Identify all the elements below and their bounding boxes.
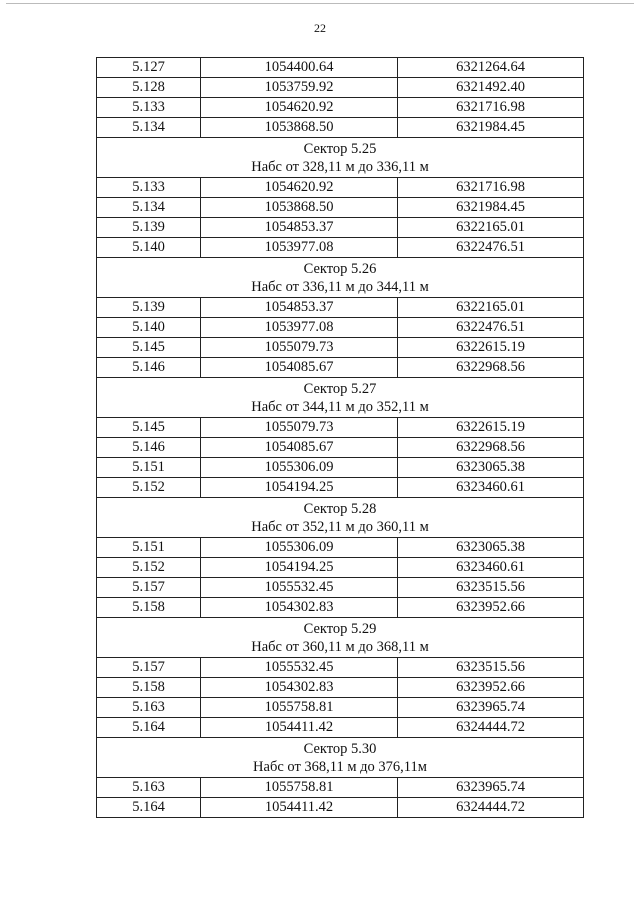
point-cell: 5.134 <box>97 118 201 138</box>
y-coordinate-cell: 6322165.01 <box>398 298 584 318</box>
table-row <box>97 118 584 138</box>
x-coordinate-cell: 1054302.83 <box>201 678 398 698</box>
point-cell: 5.133 <box>97 98 201 118</box>
table-row <box>97 578 584 598</box>
y-coordinate-cell: 6323460.61 <box>398 558 584 578</box>
y-coordinate-cell: 6321716.98 <box>398 98 584 118</box>
x-coordinate-cell: 1054302.83 <box>201 598 398 618</box>
point-cell: 5.127 <box>97 58 201 78</box>
y-coordinate-cell: 6322968.56 <box>398 438 584 458</box>
sector-height-range: Набс от 368,11 м до 376,11м <box>253 758 427 775</box>
point-cell: 5.134 <box>97 198 201 218</box>
y-coordinate-cell: 6323515.56 <box>398 658 584 678</box>
point-cell: 5.164 <box>97 798 201 818</box>
point-cell: 5.157 <box>97 658 201 678</box>
sector-header-cell <box>97 738 584 778</box>
y-coordinate-cell: 6323965.74 <box>398 778 584 798</box>
point-cell: 5.139 <box>97 218 201 238</box>
point-cell: 5.140 <box>97 238 201 258</box>
table-row <box>97 358 584 378</box>
coordinates-table <box>96 57 584 818</box>
y-coordinate-cell: 6321716.98 <box>398 178 584 198</box>
point-cell: 5.151 <box>97 458 201 478</box>
table-row <box>97 98 584 118</box>
sector-title: Сектор 5.27 <box>303 380 377 397</box>
x-coordinate-cell: 1054085.67 <box>201 358 398 378</box>
table-row <box>97 798 584 818</box>
table-row <box>97 718 584 738</box>
table-row <box>97 598 584 618</box>
x-coordinate-cell: 1054400.64 <box>201 58 398 78</box>
table-row <box>97 178 584 198</box>
y-coordinate-cell: 6323515.56 <box>398 578 584 598</box>
y-coordinate-cell: 6322615.19 <box>398 418 584 438</box>
point-cell: 5.157 <box>97 578 201 598</box>
y-coordinate-cell: 6324444.72 <box>398 718 584 738</box>
point-cell: 5.151 <box>97 538 201 558</box>
page-number: 22 <box>314 21 326 35</box>
point-cell: 5.164 <box>97 718 201 738</box>
y-coordinate-cell: 6321984.45 <box>398 198 584 218</box>
table-row <box>97 778 584 798</box>
y-coordinate-cell: 6322615.19 <box>398 338 584 358</box>
point-cell: 5.146 <box>97 438 201 458</box>
sector-header-cell <box>97 138 584 178</box>
point-cell: 5.146 <box>97 358 201 378</box>
table-row <box>97 558 584 578</box>
x-coordinate-cell: 1055306.09 <box>201 538 398 558</box>
point-cell: 5.128 <box>97 78 201 98</box>
table-row <box>97 198 584 218</box>
point-cell: 5.145 <box>97 338 201 358</box>
y-coordinate-cell: 6322968.56 <box>398 358 584 378</box>
point-cell: 5.158 <box>97 678 201 698</box>
sector-header-row <box>97 618 584 658</box>
y-coordinate-cell: 6323460.61 <box>398 478 584 498</box>
x-coordinate-cell: 1054194.25 <box>201 478 398 498</box>
y-coordinate-cell: 6321984.45 <box>398 118 584 138</box>
y-coordinate-cell: 6321264.64 <box>398 58 584 78</box>
table-row <box>97 658 584 678</box>
y-coordinate-cell: 6322165.01 <box>398 218 584 238</box>
x-coordinate-cell: 1054194.25 <box>201 558 398 578</box>
table-row <box>97 458 584 478</box>
table-row <box>97 78 584 98</box>
sector-title: Сектор 5.28 <box>303 500 377 517</box>
sector-height-range: Набс от 328,11 м до 336,11 м <box>251 158 429 175</box>
table-row <box>97 698 584 718</box>
sector-header-cell <box>97 258 584 298</box>
sector-height-range: Набс от 360,11 м до 368,11 м <box>251 638 429 655</box>
x-coordinate-cell: 1055758.81 <box>201 698 398 718</box>
y-coordinate-cell: 6323965.74 <box>398 698 584 718</box>
point-cell: 5.139 <box>97 298 201 318</box>
table-row <box>97 318 584 338</box>
y-coordinate-cell: 6321492.40 <box>398 78 584 98</box>
sector-header-row <box>97 378 584 418</box>
x-coordinate-cell: 1054620.92 <box>201 98 398 118</box>
sector-height-range: Набс от 352,11 м до 360,11 м <box>251 518 429 535</box>
table-row <box>97 58 584 78</box>
y-coordinate-cell: 6323065.38 <box>398 538 584 558</box>
x-coordinate-cell: 1053868.50 <box>201 118 398 138</box>
x-coordinate-cell: 1055532.45 <box>201 578 398 598</box>
sector-header-cell <box>97 618 584 658</box>
x-coordinate-cell: 1053868.50 <box>201 198 398 218</box>
x-coordinate-cell: 1054853.37 <box>201 298 398 318</box>
point-cell: 5.140 <box>97 318 201 338</box>
table-row <box>97 218 584 238</box>
table-row <box>97 338 584 358</box>
sector-title: Сектор 5.25 <box>303 140 377 157</box>
x-coordinate-cell: 1055079.73 <box>201 418 398 438</box>
table-row <box>97 438 584 458</box>
x-coordinate-cell: 1054620.92 <box>201 178 398 198</box>
x-coordinate-cell: 1054853.37 <box>201 218 398 238</box>
point-cell: 5.158 <box>97 598 201 618</box>
y-coordinate-cell: 6322476.51 <box>398 318 584 338</box>
sector-height-range: Набс от 336,11 м до 344,11 м <box>251 278 429 295</box>
point-cell: 5.152 <box>97 478 201 498</box>
y-coordinate-cell: 6323952.66 <box>398 598 584 618</box>
sector-title: Сектор 5.30 <box>303 740 377 757</box>
x-coordinate-cell: 1055532.45 <box>201 658 398 678</box>
table-row <box>97 678 584 698</box>
point-cell: 5.163 <box>97 698 201 718</box>
y-coordinate-cell: 6323065.38 <box>398 458 584 478</box>
x-coordinate-cell: 1053977.08 <box>201 238 398 258</box>
x-coordinate-cell: 1055758.81 <box>201 778 398 798</box>
sector-header-cell <box>97 498 584 538</box>
table-row <box>97 238 584 258</box>
x-coordinate-cell: 1055079.73 <box>201 338 398 358</box>
table-row <box>97 298 584 318</box>
point-cell: 5.133 <box>97 178 201 198</box>
point-cell: 5.163 <box>97 778 201 798</box>
x-coordinate-cell: 1054411.42 <box>201 718 398 738</box>
x-coordinate-cell: 1053977.08 <box>201 318 398 338</box>
y-coordinate-cell: 6323952.66 <box>398 678 584 698</box>
sector-header-row <box>97 258 584 298</box>
sector-header-row <box>97 138 584 178</box>
sector-header-cell <box>97 378 584 418</box>
page-top-rule <box>6 3 634 4</box>
coordinates-table-body <box>97 58 584 818</box>
x-coordinate-cell: 1053759.92 <box>201 78 398 98</box>
x-coordinate-cell: 1055306.09 <box>201 458 398 478</box>
sector-title: Сектор 5.26 <box>303 260 377 277</box>
table-row <box>97 478 584 498</box>
point-cell: 5.152 <box>97 558 201 578</box>
y-coordinate-cell: 6322476.51 <box>398 238 584 258</box>
y-coordinate-cell: 6324444.72 <box>398 798 584 818</box>
sector-header-row <box>97 498 584 538</box>
point-cell: 5.145 <box>97 418 201 438</box>
x-coordinate-cell: 1054411.42 <box>201 798 398 818</box>
sector-title: Сектор 5.29 <box>303 620 377 637</box>
table-row <box>97 538 584 558</box>
sector-header-row <box>97 738 584 778</box>
x-coordinate-cell: 1054085.67 <box>201 438 398 458</box>
table-row <box>97 418 584 438</box>
sector-height-range: Набс от 344,11 м до 352,11 м <box>251 398 429 415</box>
